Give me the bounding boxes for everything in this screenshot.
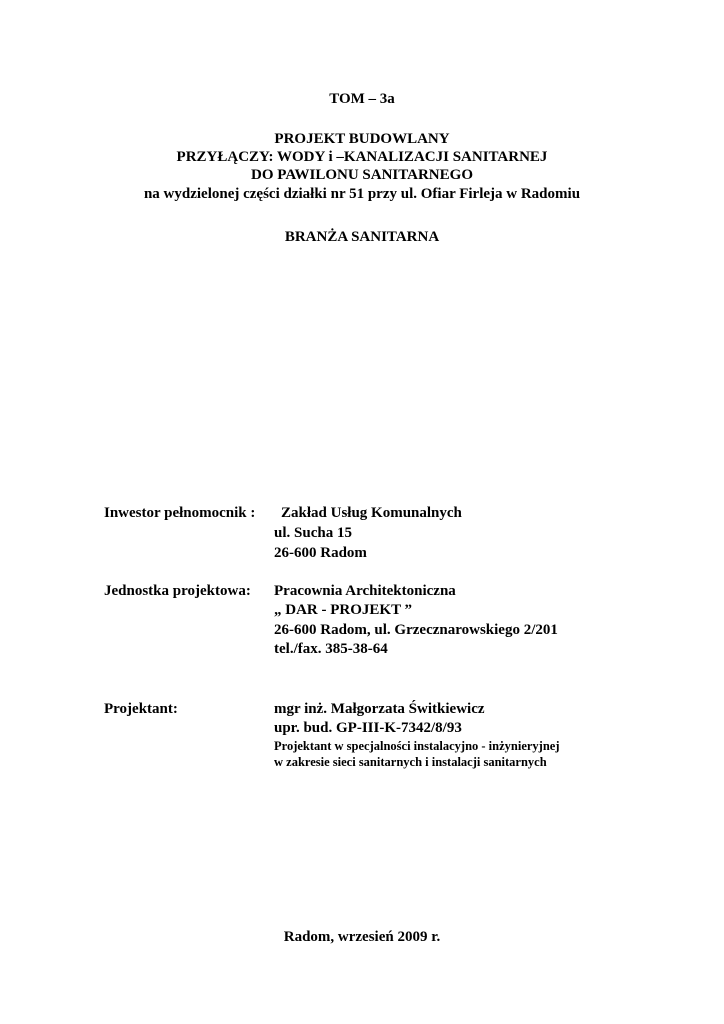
- investor-city: 26-600 Radom: [274, 545, 367, 561]
- project-title-line-4: na wydzielonej części działki nr 51 przy ul. Ofiar Firleja w Radomiu: [143, 186, 581, 202]
- volume-number: TOM – 3a: [329, 91, 395, 107]
- designer-specialty-line-1: Projektant w specjalności instalacyjno - inżynieryjnej: [274, 739, 560, 753]
- design-unit-name: Pracownia Architektoniczna: [274, 583, 456, 599]
- design-unit-firm: „ DAR - PROJEKT ”: [274, 602, 413, 618]
- design-unit-phone: tel./fax. 385-38-64: [274, 641, 388, 657]
- designer-license: upr. bud. GP-III-K-7342/8/93: [274, 720, 462, 736]
- investor-name: Zakład Usług Komunalnych: [281, 505, 462, 521]
- investor-label: Inwestor pełnomocnik :: [104, 505, 256, 521]
- design-unit-address: 26-600 Radom, ul. Grzecznarowskiego 2/201: [274, 622, 558, 638]
- designer-specialty-line-2: w zakresie sieci sanitarnych i instalacji sanitarnych: [274, 755, 547, 769]
- project-title-line-1: PROJEKT BUDOWLANY: [274, 131, 450, 147]
- place-date: Radom, wrzesień 2009 r.: [283, 929, 441, 945]
- designer-label: Projektant:: [104, 701, 178, 717]
- branch-title: BRANŻA SANITARNA: [284, 229, 440, 245]
- project-title-line-3: DO PAWILONU SANITARNEGO: [251, 167, 473, 183]
- project-title-line-2: PRZYŁĄCZY: WODY i –KANALIZACJI SANITARNEJ: [176, 149, 548, 165]
- design-unit-label: Jednostka projektowa:: [104, 583, 251, 599]
- designer-name: mgr inż. Małgorzata Świtkiewicz: [274, 701, 485, 717]
- investor-street: ul. Sucha 15: [274, 525, 352, 541]
